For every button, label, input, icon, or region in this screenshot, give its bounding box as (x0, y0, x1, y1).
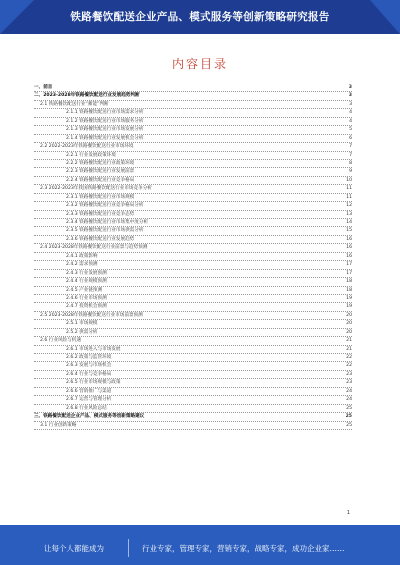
toc-entry-title: 2.5 2023-2028年铁路餐饮配送行业市场前景预测 (40, 312, 143, 318)
toc-entry-page: 20 (346, 321, 352, 327)
toc-entry[interactable] (34, 92, 352, 100)
toc-entry[interactable] (34, 152, 352, 160)
report-title: 铁路餐饮配送企业产品、模式服务等创新策略研究报告 (70, 11, 330, 23)
toc-entry[interactable] (34, 126, 352, 134)
toc-entry-page: 21 (346, 346, 352, 352)
toc-entry-title: 2.4.4 行业规模预测 (66, 279, 107, 285)
toc-entry-page: 9 (349, 169, 352, 175)
footer-bar (0, 525, 400, 565)
toc-entry-page: 20 (346, 312, 352, 318)
toc-entry-title: 2.3.3 铁路餐饮配送行业竞争态势 (66, 211, 135, 217)
toc-entry-page: 12 (346, 203, 352, 209)
toc-entry[interactable] (34, 109, 352, 117)
toc-entry[interactable] (34, 379, 352, 387)
toc-entry-title: 2.2.3 铁路餐饮配送行业发展前景 (66, 169, 135, 175)
toc-entry-title: 2.1.3 铁路餐饮配送行业市场发展分析 (66, 127, 144, 133)
toc-entry-title: 2.1.4 铁路餐饮配送行业发展机会分析 (66, 135, 144, 141)
toc-entry[interactable] (34, 270, 352, 278)
toc-entry[interactable] (34, 396, 352, 404)
toc-entry[interactable] (34, 329, 352, 337)
toc-entry-page: 11 (346, 186, 352, 192)
toc-entry-page: 18 (346, 287, 352, 293)
toc-entry[interactable] (34, 388, 352, 396)
toc-entry-page: 16 (346, 245, 352, 251)
toc-entry-page: 13 (346, 211, 352, 217)
toc-entry[interactable] (34, 194, 352, 202)
toc-entry[interactable] (34, 320, 352, 328)
toc-entry-page: 23 (346, 371, 352, 377)
toc-entry-title: 2.1.1 铁路餐饮配送行业市场需求分析 (66, 110, 144, 116)
toc-entry[interactable] (34, 371, 352, 379)
toc-entry[interactable] (34, 101, 352, 109)
toc-entry-page: 19 (346, 295, 352, 301)
toc-entry-page: 17 (346, 270, 352, 276)
toc-entry[interactable] (34, 303, 352, 311)
toc-entry-title: 2.5.1 市场规模 (66, 321, 98, 327)
toc-entry[interactable] (34, 84, 352, 92)
toc-entry-title: 2.4.6 行业市场预测 (66, 295, 107, 301)
toc-entry[interactable] (34, 346, 352, 354)
toc-entry-title: 2.3.1 铁路餐饮配送行业市场规模 (66, 194, 135, 200)
toc-entry[interactable] (34, 287, 352, 295)
toc-entry[interactable] (34, 118, 352, 126)
toc-entry-title: 一、前言 (34, 85, 53, 90)
toc-entry-title: 2.2 2022-2023年铁路餐饮配送行业市场环境 (40, 144, 134, 150)
toc-entry-title: 2.4.3 行业发展预测 (66, 270, 107, 276)
toc-entry[interactable] (34, 413, 352, 421)
toc-entry-page: 25 (346, 422, 352, 428)
toc-entry-title: 2.3.2 铁路餐饮配送行业竞争格局分析 (66, 203, 144, 209)
toc-entry-page: 18 (346, 279, 352, 285)
toc-entry-page: 25 (346, 405, 352, 411)
toc-entry[interactable] (34, 177, 352, 185)
toc-entry-page: 22 (346, 355, 352, 360)
toc-entry-page: 7 (349, 152, 352, 158)
toc-heading: 内容目录 (171, 57, 228, 71)
toc-entry-page: 3 (348, 93, 352, 99)
toc-entry-page: 8 (349, 160, 352, 166)
toc-entry-title: 2.5.2 供需分析 (66, 329, 98, 335)
toc-entry[interactable] (34, 244, 352, 252)
toc-entry[interactable] (34, 227, 352, 235)
footer-slogan-left: 让每个人都能成为 (44, 544, 104, 553)
toc-entry-title: 三、铁路餐饮配送企业产品、模式服务等创新策略建议 (34, 414, 145, 420)
toc-entry-title: 2.6.7 运营与管理分析 (66, 397, 112, 403)
toc-entry-page: 11 (346, 194, 352, 200)
toc-entry[interactable] (34, 337, 352, 345)
toc-entry-page: 16 (346, 236, 352, 242)
toc-entry-page: 23 (346, 380, 352, 386)
toc-entry[interactable] (34, 143, 352, 151)
toc-entry[interactable] (34, 236, 352, 244)
toc-entry-page: 21 (346, 338, 352, 344)
toc-entry-title: 2.6.5 行业市场规模与政策 (66, 380, 121, 386)
toc-entry-page: 20 (346, 329, 352, 335)
toc-entry-title: 2.3.5 铁路餐饮配送行业市场供需分析 (66, 228, 144, 234)
toc-entry-title: 2.4.5 产业链预测 (66, 287, 103, 293)
footer-slogan-right: 行业专家，管理专家，营销专家，战略专家，成功企业家…… (142, 544, 345, 553)
toc-entry-title: 二、2023-2028年铁路餐饮配送行业发展趋势判断 (34, 93, 140, 99)
toc-entry-title: 2.1 铁路餐饮配送行业“蓄能”判断 (40, 101, 109, 107)
toc-entry[interactable] (34, 185, 352, 193)
toc-entry-title: 2.6.2 政策与监管环境 (66, 355, 112, 360)
toc-entry-title: 2.1.2 铁路餐饮配送行业市场服务分析 (66, 118, 144, 124)
toc-entry-title: 2.6.4 行业与竞争格局 (66, 371, 112, 377)
toc-entry-page: 16 (346, 253, 352, 259)
toc-entry[interactable] (34, 354, 352, 362)
header-bar (0, 0, 400, 34)
toc-entry-page: 19 (346, 304, 352, 310)
footer-divider (128, 539, 129, 557)
toc-entry-page: 24 (346, 388, 352, 394)
toc-entry[interactable] (34, 211, 352, 219)
toc-entry-page: 3 (349, 101, 352, 107)
toc-entry-page: 10 (346, 177, 352, 183)
toc-entry[interactable] (34, 219, 352, 227)
toc-entry-page: 17 (346, 262, 352, 268)
toc-entry[interactable] (34, 261, 352, 269)
toc-entry[interactable] (34, 168, 352, 176)
toc-entry-title: 2.4.7 投资机会预测 (66, 304, 107, 310)
toc-entry-title: 2.2.4 铁路餐饮配送行业竞争格局 (66, 177, 135, 183)
toc-entry-page: 22 (346, 363, 352, 369)
toc-entry-title: 2.6.1 市场进入与市场发展 (66, 346, 121, 352)
toc-entry-title: 2.4.2 需求预测 (66, 262, 98, 268)
toc-entry-title: 2.6 行业风险与机遇 (40, 338, 81, 344)
page-number: 1 (346, 510, 350, 516)
toc-entry-page: 14 (346, 220, 352, 225)
toc-entry[interactable] (34, 422, 352, 430)
toc-entry-page: 24 (346, 397, 352, 403)
toc-entry[interactable] (34, 362, 352, 370)
toc-entry-page: 15 (346, 228, 352, 234)
toc-entry-title: 2.2.1 行业发展政策环境 (66, 152, 116, 158)
toc-entry-title: 3.1 行业创新策略 (40, 422, 77, 428)
toc-entry-title: 2.6.8 行业风险总结 (66, 405, 107, 411)
toc-entry-title: 2.4 2023-2028年铁路餐饮配送行业前景与趋势预测 (40, 245, 148, 251)
toc-entry-title: 2.3 2022-2023年我国铁路餐饮配送行业市场竞争分析 (40, 186, 152, 192)
toc-entry-page: 7 (349, 144, 352, 150)
toc-entry[interactable] (34, 278, 352, 286)
toc-entry-page: 4 (349, 118, 352, 124)
toc-entry-page: 4 (349, 110, 352, 116)
toc-entry-title: 2.4.1 政策影响 (66, 253, 98, 259)
toc-entry[interactable] (34, 202, 352, 210)
table-of-contents (34, 84, 352, 430)
toc-entry-title: 2.2.2 铁路餐饮配送行业政策环境 (66, 160, 135, 166)
toc-entry-page: 25 (345, 414, 352, 420)
toc-entry[interactable] (34, 160, 352, 168)
toc-entry-page: 6 (349, 135, 352, 141)
toc-entry-title: 2.6.6 营销推广与渠道 (66, 388, 112, 394)
toc-entry[interactable] (34, 135, 352, 143)
toc-entry-page: 3 (348, 85, 352, 90)
toc-entry[interactable] (34, 253, 352, 261)
toc-entry-page: 5 (349, 127, 352, 133)
toc-entry-title: 2.3.6 铁路餐饮配送行业发展趋势 (66, 236, 135, 242)
toc-entry[interactable] (34, 312, 352, 320)
toc-entry[interactable] (34, 405, 352, 413)
toc-entry-title: 2.6.3 发展与市场机会 (66, 363, 112, 369)
toc-entry[interactable] (34, 295, 352, 303)
toc-entry-title: 2.3.4 铁路餐饮配送行业市场集中度分析 (66, 220, 149, 225)
